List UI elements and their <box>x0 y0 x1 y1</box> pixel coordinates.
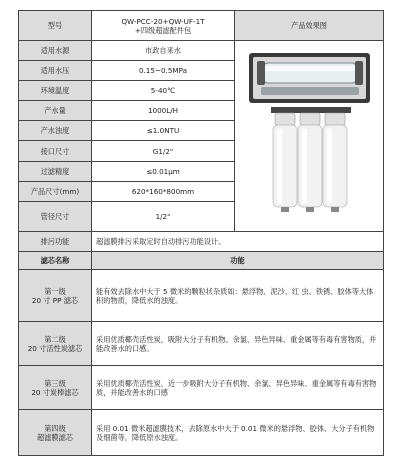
spec-label: 适用水源 <box>19 41 92 61</box>
filter-function: 采用 0.01 微米超滤膜技术，去除原水中大于 0.01 微米的悬浮物、胶体、大分子有机物及细菌等，降低原水浊度。 <box>92 410 384 456</box>
spec-label: 产水量 <box>19 101 92 121</box>
product-spec-table <box>18 10 384 456</box>
filter-function: 能有效去除水中大于 5 微米的颗粒状杂质如：悬浮物、泥沙、红 虫、铁锈、胶体等大体积的物质，降低水的浊度。 <box>92 270 384 322</box>
spec-label: 接口尺寸 <box>19 141 92 161</box>
spec-label: 过滤精度 <box>19 161 92 181</box>
tube-cap-left <box>257 61 265 85</box>
spec-label: 管径尺寸 <box>19 201 92 231</box>
filter-housing-3 <box>323 113 347 207</box>
spec-label: 产品尺寸(mm) <box>19 181 92 201</box>
filter-function: 采用优质椰壳活性炭，吸附大分子有机物、余氯、异色异味、重金属等有毒有害物质，并能改善水的口感。 <box>92 322 384 366</box>
filter-stage: 第二级 <box>44 334 66 344</box>
spec-value: 0.15~0.5MPa <box>92 61 235 81</box>
filter-name <box>19 322 92 366</box>
filter-type: 20 寸活性炭滤芯 <box>27 343 83 353</box>
filter-stage: 第四级 <box>44 423 66 433</box>
spec-label: 产水浊度 <box>19 121 92 141</box>
spec-value: G1/2" <box>92 141 235 161</box>
spec-value: 1/2" <box>92 201 235 231</box>
spec-value: ≤1.0NTU <box>92 121 235 141</box>
product-image-cell <box>235 41 384 232</box>
spec-value: 5-40℃ <box>92 81 235 101</box>
filter-function-header: 功能 <box>92 252 384 270</box>
tube-cap-right <box>355 61 363 85</box>
spec-value: 620*160*800mm <box>92 181 235 201</box>
spec-value: 1000L/H <box>92 101 235 121</box>
tube-highlight <box>265 66 355 71</box>
filter-name <box>19 410 92 456</box>
product-image <box>235 41 383 231</box>
drain-value: 超滤膜排污采取定时自动排污功能设计。 <box>92 232 384 252</box>
filter-housing-1 <box>273 113 297 207</box>
filter-name-header: 滤芯名称 <box>19 252 92 270</box>
filter-type: 20 寸 PP 滤芯 <box>31 295 79 305</box>
drain-label: 排污功能 <box>19 232 92 252</box>
model-label: 型号 <box>19 11 92 41</box>
image-header: 产品效果图 <box>235 11 384 41</box>
filter-stage: 第三级 <box>44 378 66 388</box>
drain-valve-2 <box>306 207 314 212</box>
spec-value: ≤0.01μm <box>92 161 235 181</box>
filter-name <box>19 366 92 410</box>
pipe-manifold <box>261 87 359 95</box>
filter-housing-2 <box>298 113 322 207</box>
drain-valve-1 <box>281 207 289 212</box>
filter-stage: 第一级 <box>44 286 66 296</box>
water-purifier-illustration <box>235 41 384 231</box>
model-value-line2: +四级超滤配件包 <box>134 25 192 35</box>
filter-type: 超滤膜滤芯 <box>37 432 73 442</box>
model-value-line1: QW-PCC-20+QW-UF-1T <box>121 16 205 26</box>
spec-label: 环境温度 <box>19 81 92 101</box>
filter-function: 采用优质椰壳活性炭，近一步吸附大分子有机物、余氯、异色异味、重金属等有毒有害物质，并能改善水的口感 <box>92 366 384 410</box>
filter-name <box>19 270 92 322</box>
filter-type: 20 寸炭棒滤芯 <box>31 387 79 397</box>
drain-valve-3 <box>331 207 339 212</box>
model-value <box>92 11 235 41</box>
spec-value: 市政自来水 <box>92 41 235 61</box>
filter-bracket <box>271 107 351 113</box>
spec-label: 适用水压 <box>19 61 92 81</box>
